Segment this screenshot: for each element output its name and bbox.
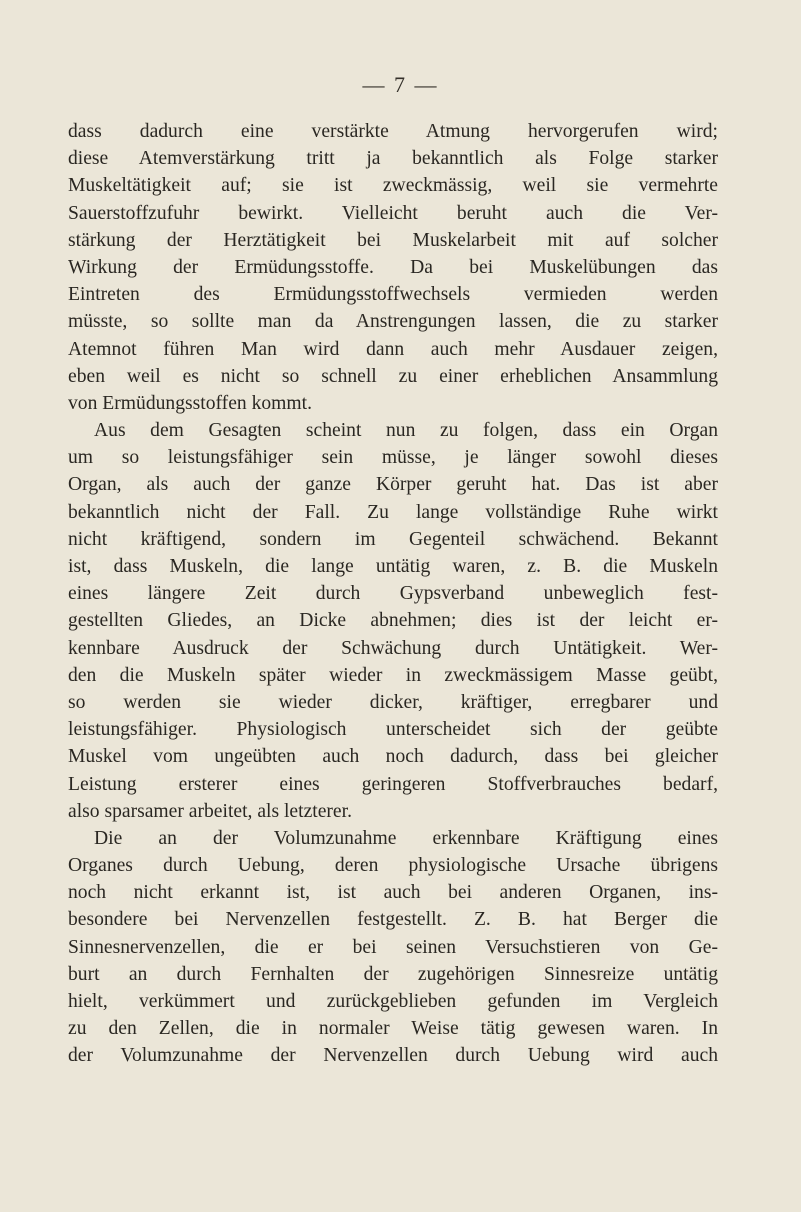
text-line: Aus dem Gesagten scheint nun zu folgen, dass ein Organ <box>94 420 718 442</box>
text-line: nicht kräftigend, sondern im Gegenteil schwächend. Bekannt <box>68 528 718 550</box>
text-line: den die Muskeln später wieder in zweckmässigem Masse geübt, <box>68 664 718 686</box>
text-line: zu den Zellen, die in normaler Weise tätig gewesen waren. In <box>68 1018 718 1040</box>
page-number: — 7 — <box>362 72 439 97</box>
text-line: so werden sie wieder dicker, kräftiger, erregbarer und <box>68 691 718 713</box>
text-line: besondere bei Nervenzellen festgestellt. Z. B. hat Berger die <box>68 909 718 931</box>
text-line: dass dadurch eine verstärkte Atmung hervorgerufen wird; <box>68 121 718 142</box>
text-line: um so leistungsfähiger sein müsse, je länger sowohl dieses <box>68 447 718 469</box>
text-line: ist, dass Muskeln, die lange untätig waren, z. B. die Muskeln <box>68 556 718 577</box>
text-line: von Ermüdungsstoffen kommt. <box>68 392 313 414</box>
text-line: also sparsamer arbeitet, als letzterer. <box>68 800 352 822</box>
text-line: hielt, verkümmert und zurückgeblieben gefunden im Vergleich <box>68 991 718 1012</box>
text-line: Eintreten des Ermüdungsstoffwechsels vermieden werden <box>68 284 718 306</box>
text-line: der Volumzunahme der Nervenzellen durch Uebung wird auch <box>68 1045 718 1067</box>
text-line: noch nicht erkannt ist, ist auch bei anderen Organen, ins- <box>68 882 718 904</box>
text-line: burt an durch Fernhalten der zugehörigen Sinnesreize untätig <box>68 963 718 985</box>
text-line: Atemnot führen Man wird dann auch mehr Ausdauer zeigen, <box>68 338 718 360</box>
text-line: Organes durch Uebung, deren physiologische Ursache übrigens <box>68 855 718 877</box>
text-line: diese Atemverstärkung tritt ja bekanntlich als Folge starker <box>68 148 718 170</box>
text-line: Die an der Volumzunahme erkennbare Kräftigung eines <box>94 827 718 849</box>
text-line: eben weil es nicht so schnell zu einer erheblichen Ansammlung <box>68 365 718 387</box>
text-line: Sinnesnervenzellen, die er bei seinen Versuchstieren von Ge- <box>68 936 718 958</box>
text-line: stärkung der Herztätigkeit bei Muskelarbeit mit auf solcher <box>68 229 718 251</box>
text-line: Organ, als auch der ganze Körper geruht hat. Das ist aber <box>68 474 718 496</box>
text-line: eines längere Zeit durch Gypsverband unbeweglich fest- <box>68 583 718 605</box>
text-line: leistungsfähiger. Physiologisch unterscheidet sich der geübte <box>68 719 718 741</box>
body-text <box>68 118 718 1070</box>
text-line: gestellten Gliedes, an Dicke abnehmen; dies ist der leicht er- <box>68 610 718 632</box>
text-line: kennbare Ausdruck der Schwächung durch Untätigkeit. Wer- <box>68 637 718 659</box>
text-line: Muskel vom ungeübten auch noch dadurch, dass bei gleicher <box>68 746 718 768</box>
text-line: Sauerstoffzufuhr bewirkt. Vielleicht beruht auch die Ver- <box>68 202 718 224</box>
text-line: Wirkung der Ermüdungsstoffe. Da bei Muskelübungen das <box>68 256 718 278</box>
text-line: Leistung ersterer eines geringeren Stoffverbrauches bedarf, <box>68 773 718 795</box>
text-line: müsste, so sollte man da Anstrengungen lassen, die zu starker <box>68 311 718 333</box>
text-line: bekanntlich nicht der Fall. Zu lange vollständige Ruhe wirkt <box>68 501 718 523</box>
text-line: Muskeltätigkeit auf; sie ist zweckmässig, weil sie vermehrte <box>68 175 718 197</box>
